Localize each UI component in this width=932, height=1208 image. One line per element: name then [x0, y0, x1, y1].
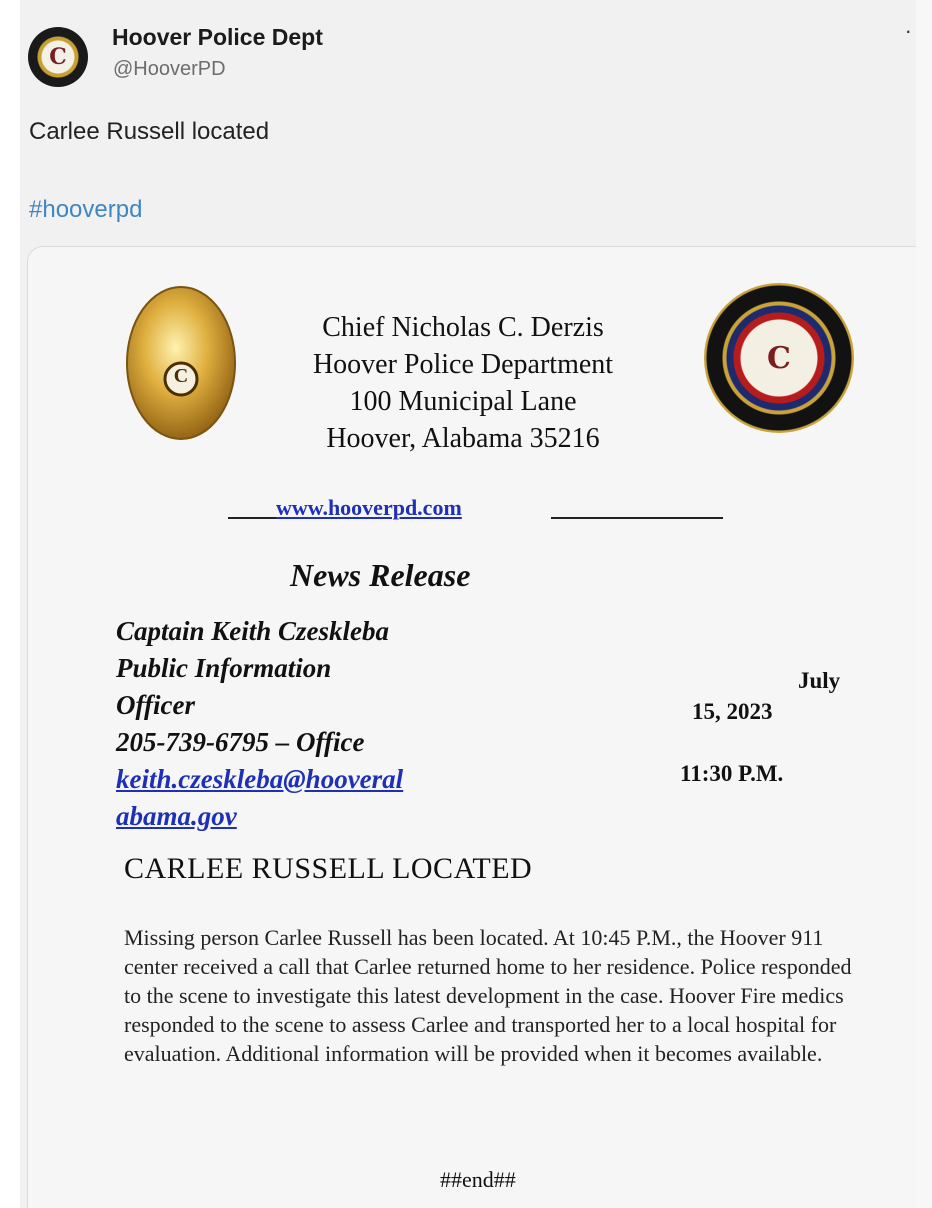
- release-title: News Release: [290, 557, 471, 593]
- user-handle[interactable]: @HooverPD: [113, 58, 226, 80]
- contact-name: Captain Keith Czeskleba: [116, 616, 390, 646]
- avatar-logo-letter: C: [49, 44, 67, 70]
- release-month: July: [798, 668, 841, 693]
- address-line-2: Hoover, Alabama 35216: [326, 423, 600, 454]
- end-mark: ##end##: [440, 1167, 516, 1192]
- badge-letter: C: [173, 365, 189, 387]
- release-body: Missing person Carlee Russell has been located. At 10:45 P.M., the Hoover 911 center received a call that Carlee returned home to her residence. Police responded to the scene to investigate this latest development in the case. Hoover Fire medics responded to the scene to assess Carlee and transported her to a local hospital for evaluation. Additional information will be provided when it becomes available.: [124, 925, 852, 1066]
- contact-role-line-2: Officer: [116, 690, 195, 720]
- release-headline: CARLEE RUSSELL LOCATED: [124, 852, 533, 885]
- department-name: Hoover Police Department: [312, 349, 614, 380]
- hashtag-link[interactable]: #hooverpd: [29, 196, 143, 223]
- chief-name: Chief Nicholas C. Derzis: [322, 312, 604, 343]
- news-release-image[interactable]: [27, 246, 916, 1208]
- tweet: [20, 0, 916, 1208]
- address-line-1: 100 Municipal Lane: [349, 386, 577, 417]
- contact-email-line-2[interactable]: abama.gov: [116, 801, 237, 831]
- release-time: 11:30 P.M.: [680, 761, 784, 786]
- avatar[interactable]: [28, 27, 88, 87]
- tweet-text: Carlee Russell located: [29, 118, 270, 145]
- contact-block: [116, 613, 403, 835]
- display-name[interactable]: Hoover Police Dept: [112, 24, 323, 50]
- seal-letter: C: [767, 340, 791, 376]
- right-edge-panel: [916, 0, 932, 1208]
- more-options-icon[interactable]: ·: [904, 18, 912, 43]
- contact-phone: 205-739-6795 – Office: [116, 727, 365, 757]
- letterhead-address: [268, 309, 658, 457]
- website-link[interactable]: www.hooverpd.com: [276, 495, 462, 520]
- hoover-police-seal-icon: [704, 283, 854, 433]
- divider-right: [551, 517, 723, 519]
- contact-email-line-1[interactable]: keith.czeskleba@hooveral: [116, 764, 404, 794]
- contact-role-line-1: Public Information: [116, 653, 332, 683]
- police-badge-icon: [124, 283, 238, 443]
- release-day-year: 15, 2023: [692, 699, 773, 724]
